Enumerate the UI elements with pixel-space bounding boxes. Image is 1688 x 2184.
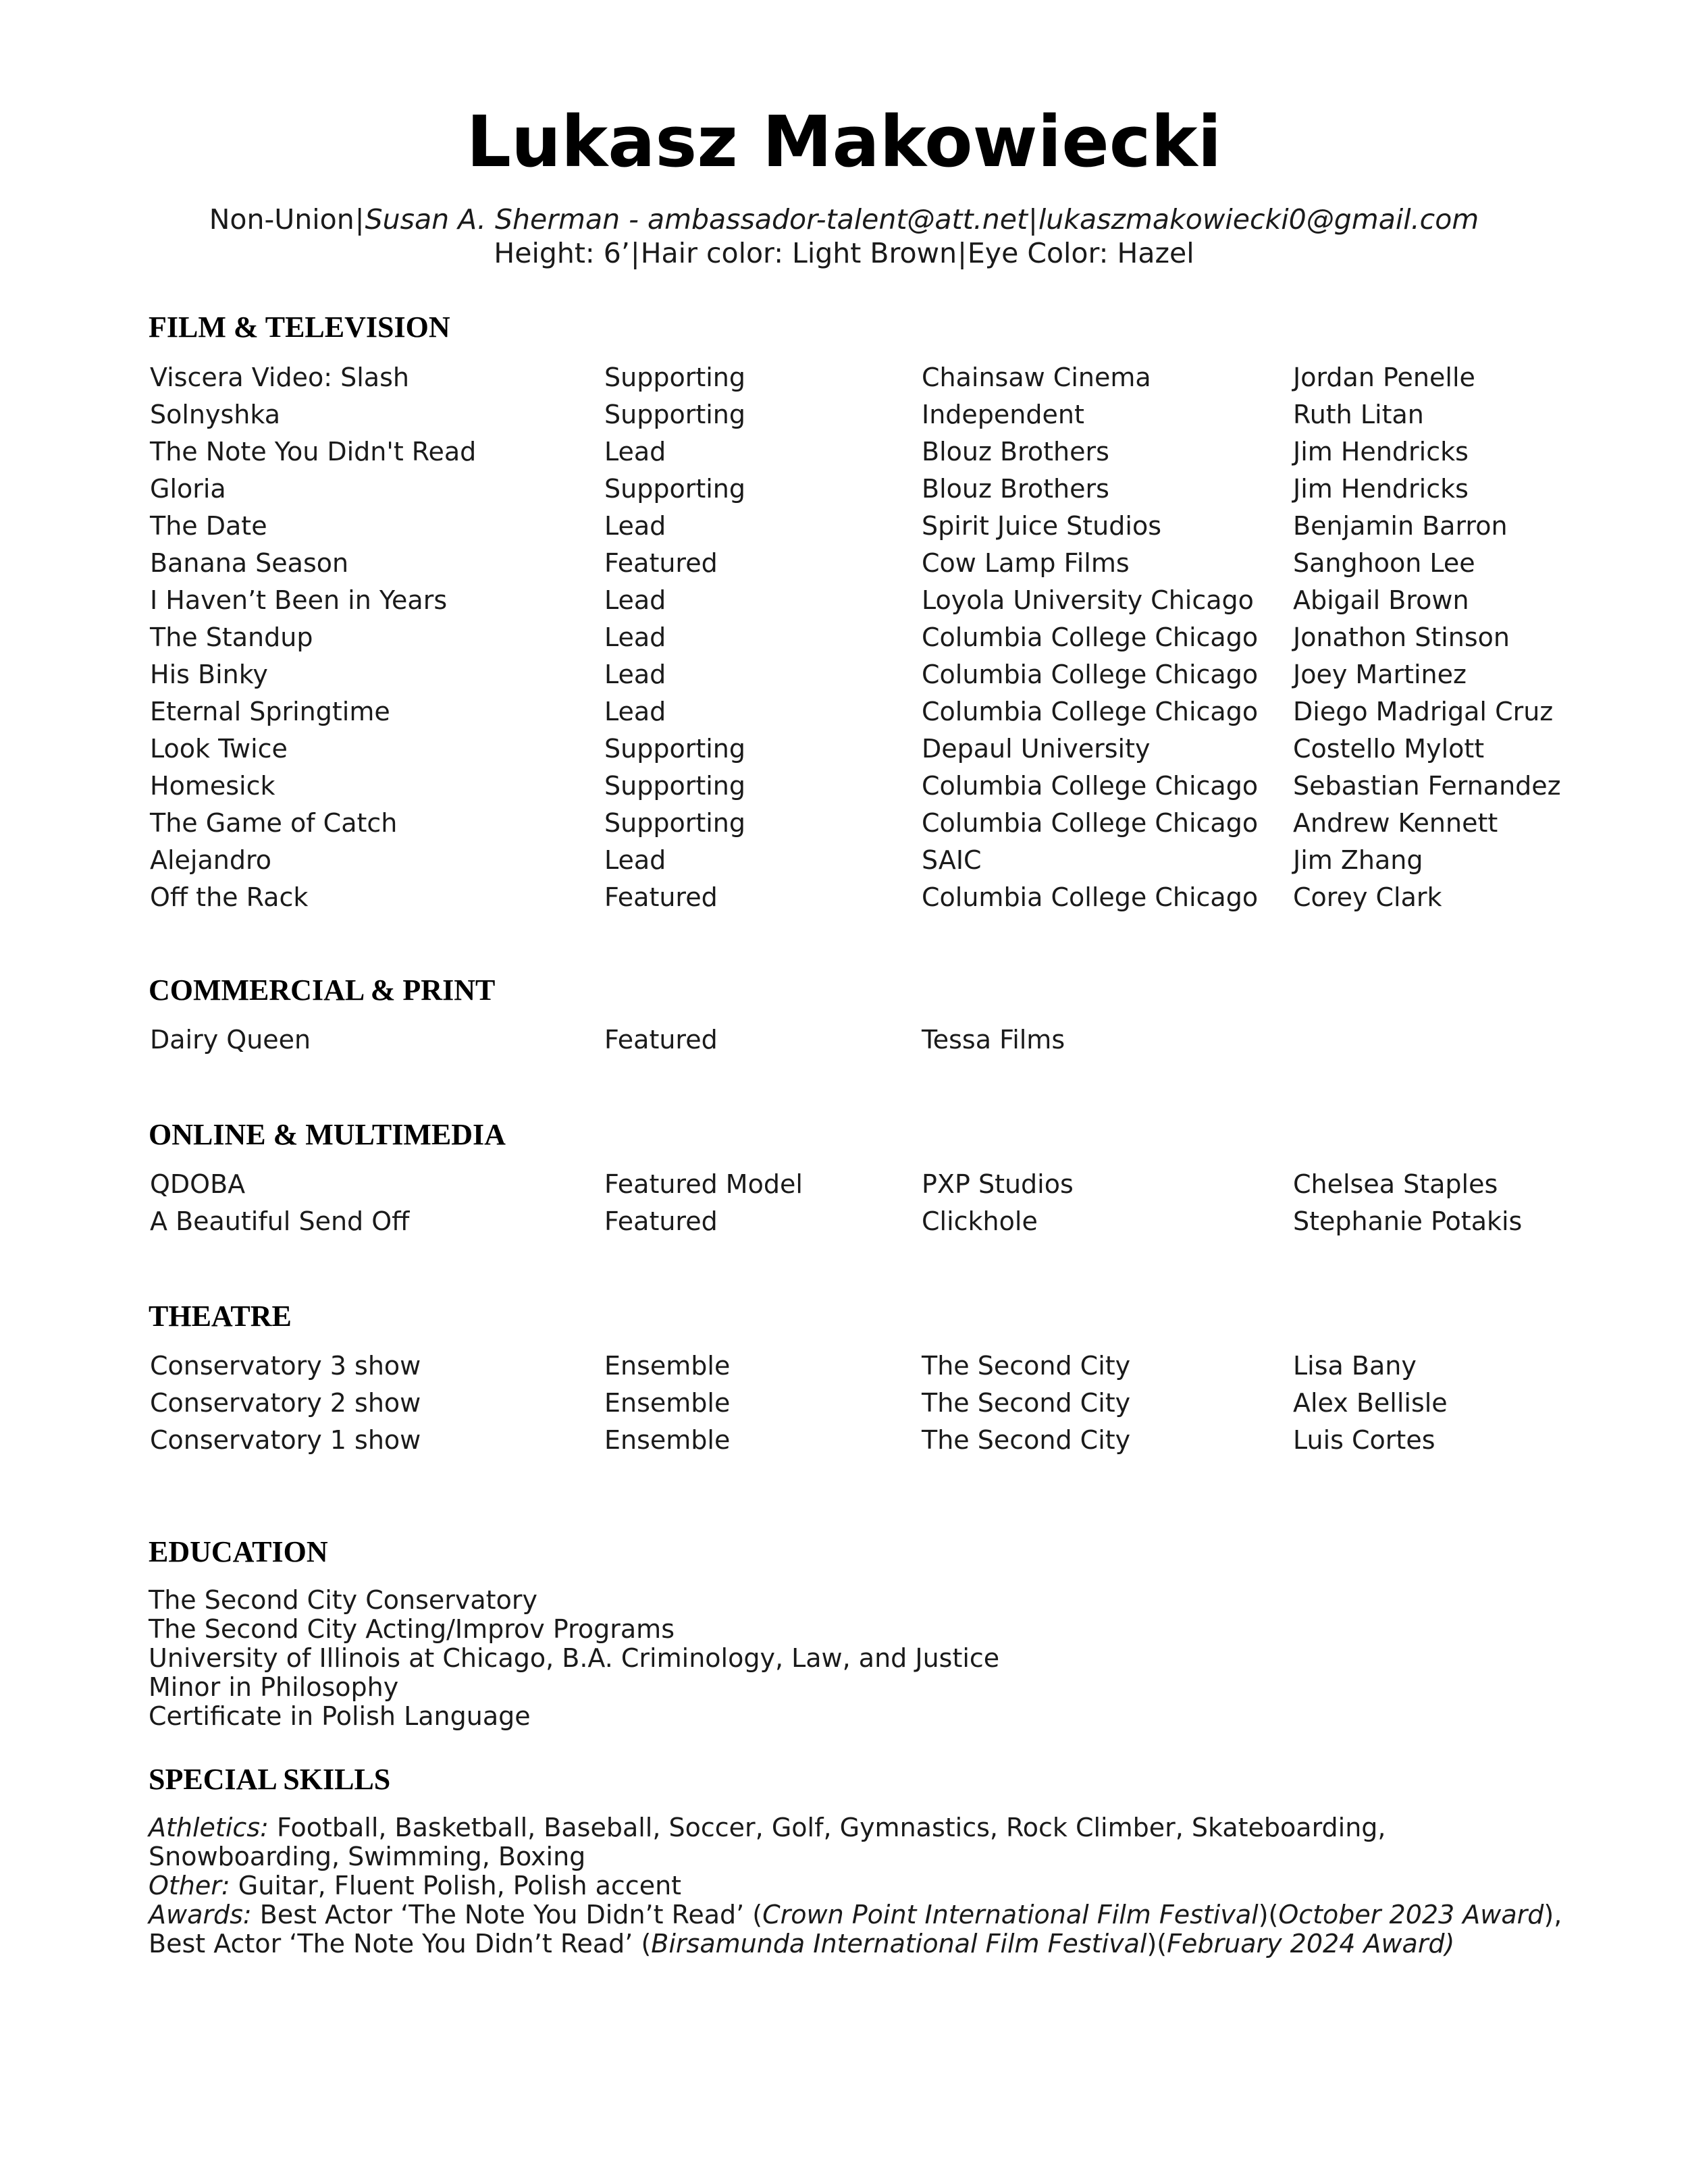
- credit-title: Gloria: [150, 474, 226, 504]
- credit-director: Costello Mylott: [1293, 734, 1485, 764]
- credit-title: Banana Season: [150, 548, 349, 578]
- credit-title: Conservatory 2 show: [150, 1388, 421, 1418]
- credit-role: Supporting: [604, 734, 745, 764]
- credit-row: [0, 1027, 1688, 1064]
- athletics-line: [149, 1813, 1562, 1842]
- credit-production: Columbia College Chicago: [922, 660, 1259, 689]
- award-date: February 2024 Award): [1167, 1929, 1455, 1959]
- credit-title: Conservatory 1 show: [150, 1425, 421, 1455]
- contact-line: [0, 203, 1688, 236]
- eye-stat: Eye Color: Hazel: [967, 237, 1194, 269]
- credit-role: Featured: [604, 548, 718, 578]
- credit-title: His Binky: [150, 660, 268, 689]
- credit-role: Supporting: [604, 771, 745, 801]
- award-punct: )(: [1258, 1900, 1279, 1929]
- award-text: Best Actor ‘The Note You Didn’t Read’ (: [251, 1900, 763, 1929]
- credit-role: Lead: [604, 585, 666, 615]
- credit-row: [0, 884, 1688, 922]
- physical-stats-line: [0, 237, 1688, 269]
- credit-production: Depaul University: [922, 734, 1151, 764]
- union-status: Non-Union: [209, 203, 354, 236]
- awards-line: [149, 1900, 1562, 1929]
- credit-title: I Haven’t Been in Years: [150, 585, 448, 615]
- credit-director: Benjamin Barron: [1293, 511, 1508, 541]
- height-stat: Height: 6’: [494, 237, 630, 269]
- credit-row: [0, 550, 1688, 587]
- credit-row: [0, 1171, 1688, 1208]
- award-festival: Birsamunda International Film Festival: [651, 1929, 1147, 1959]
- credit-title: A Beautiful Send Off: [150, 1206, 410, 1236]
- credit-role: Featured: [604, 1206, 718, 1236]
- credit-production: Columbia College Chicago: [922, 622, 1259, 652]
- credit-director: Ruth Litan: [1293, 400, 1424, 429]
- credit-title: Viscera Video: Slash: [150, 363, 409, 392]
- agent-contact: Susan A. Sherman - ambassador-talent@att.net: [365, 203, 1028, 236]
- award-festival: Crown Point International Film Festival: [762, 1900, 1259, 1929]
- education-item: The Second City Acting/Improv Programs: [149, 1614, 675, 1644]
- credit-director: Luis Cortes: [1293, 1425, 1435, 1455]
- credit-production: The Second City: [922, 1425, 1131, 1455]
- credit-role: Supporting: [604, 363, 745, 392]
- credit-row: [0, 513, 1688, 550]
- credit-role: Lead: [604, 845, 666, 875]
- other-label: Other:: [149, 1871, 230, 1900]
- credit-title: The Note You Didn't Read: [150, 437, 477, 467]
- credit-production: Cow Lamp Films: [922, 548, 1130, 578]
- credit-title: The Date: [150, 511, 267, 541]
- athletics-text: Football, Basketball, Baseball, Soccer, Golf, Gymnastics, Rock Climber, Skateboarding,: [268, 1813, 1386, 1842]
- credit-row: [0, 662, 1688, 699]
- credit-row: [0, 699, 1688, 736]
- credit-row: [0, 847, 1688, 884]
- credit-production: Loyola University Chicago: [922, 585, 1254, 615]
- film-heading: FILM & TELEVISION: [149, 311, 450, 344]
- education-item: The Second City Conservatory: [149, 1585, 537, 1615]
- credit-role: Supporting: [604, 808, 745, 838]
- credit-production: Columbia College Chicago: [922, 882, 1259, 912]
- credit-director: Corey Clark: [1293, 882, 1442, 912]
- credit-role: Lead: [604, 511, 666, 541]
- credit-row: [0, 1390, 1688, 1427]
- credit-title: Off the Rack: [150, 882, 309, 912]
- credit-role: Featured Model: [604, 1169, 803, 1199]
- credit-production: Columbia College Chicago: [922, 808, 1259, 838]
- credit-director: Chelsea Staples: [1293, 1169, 1498, 1199]
- education-heading: EDUCATION: [149, 1535, 328, 1568]
- credit-director: Jim Zhang: [1293, 845, 1423, 875]
- credit-production: The Second City: [922, 1388, 1131, 1418]
- credit-title: Homesick: [150, 771, 275, 801]
- credit-production: Columbia College Chicago: [922, 697, 1259, 726]
- credit-row: [0, 1427, 1688, 1464]
- credit-production: Tessa Films: [922, 1025, 1065, 1055]
- credit-role: Ensemble: [604, 1351, 731, 1381]
- award-text: Best Actor ‘The Note You Didn’t Read’ (: [149, 1929, 652, 1959]
- credit-role: Featured: [604, 882, 718, 912]
- credit-director: Joey Martinez: [1293, 660, 1467, 689]
- credit-title: The Game of Catch: [150, 808, 398, 838]
- education-item: Certificate in Polish Language: [149, 1701, 531, 1731]
- separator: |: [630, 237, 640, 269]
- credit-director: Jordan Penelle: [1293, 363, 1475, 392]
- award-punct: ),: [1544, 1900, 1562, 1929]
- athletics-line-cont: Snowboarding, Swimming, Boxing: [149, 1842, 586, 1871]
- other-line: [149, 1871, 1562, 1900]
- credit-director: Abigail Brown: [1293, 585, 1469, 615]
- credit-production: SAIC: [922, 845, 982, 875]
- credit-role: Ensemble: [604, 1425, 731, 1455]
- credit-role: Lead: [604, 697, 666, 726]
- credit-title: Solnyshka: [150, 400, 281, 429]
- credit-row: [0, 439, 1688, 476]
- separator: |: [1028, 203, 1038, 236]
- award-punct: )(: [1146, 1929, 1167, 1959]
- credit-production: Independent: [922, 400, 1084, 429]
- credit-title: Look Twice: [150, 734, 288, 764]
- credit-director: Diego Madrigal Cruz: [1293, 697, 1554, 726]
- award-date: October 2023 Award: [1278, 1900, 1544, 1929]
- credit-director: Sebastian Fernandez: [1293, 771, 1561, 801]
- credit-role: Lead: [604, 437, 666, 467]
- online-heading: ONLINE & MULTIMEDIA: [149, 1118, 506, 1151]
- credit-row: [0, 624, 1688, 662]
- awards-line-cont: [149, 1929, 1562, 1959]
- credit-director: Alex Bellisle: [1293, 1388, 1448, 1418]
- credit-director: Andrew Kennett: [1293, 808, 1498, 838]
- credit-production: Clickhole: [922, 1206, 1038, 1236]
- credit-role: Lead: [604, 622, 666, 652]
- awards-label: Awards:: [149, 1900, 252, 1929]
- skills-heading: SPECIAL SKILLS: [149, 1763, 391, 1796]
- credit-row: [0, 773, 1688, 810]
- credit-title: Alejandro: [150, 845, 272, 875]
- credit-director: Lisa Bany: [1293, 1351, 1417, 1381]
- credit-director: Jim Hendricks: [1293, 474, 1469, 504]
- credit-row: [0, 736, 1688, 773]
- credit-row: [0, 1208, 1688, 1246]
- credit-row: [0, 365, 1688, 402]
- credit-production: The Second City: [922, 1351, 1131, 1381]
- credit-production: Blouz Brothers: [922, 437, 1109, 467]
- credit-row: [0, 587, 1688, 624]
- other-text: Guitar, Fluent Polish, Polish accent: [230, 1871, 682, 1900]
- credit-director: Stephanie Potakis: [1293, 1206, 1523, 1236]
- email-contact: lukaszmakowiecki0@gmail.com: [1038, 203, 1479, 236]
- credit-title: Eternal Springtime: [150, 697, 390, 726]
- credit-production: Blouz Brothers: [922, 474, 1109, 504]
- credit-title: The Standup: [150, 622, 313, 652]
- credit-row: [0, 476, 1688, 513]
- credit-role: Supporting: [604, 400, 745, 429]
- commercial-heading: COMMERCIAL & PRINT: [149, 974, 496, 1007]
- credit-role: Supporting: [604, 474, 745, 504]
- skills-list: [149, 1813, 1562, 1959]
- credit-role: Featured: [604, 1025, 718, 1055]
- credit-director: Jonathon Stinson: [1293, 622, 1510, 652]
- credit-row: [0, 1353, 1688, 1390]
- education-item: Minor in Philosophy: [149, 1672, 399, 1702]
- education-item: University of Illinois at Chicago, B.A. Criminology, Law, and Justice: [149, 1643, 1000, 1673]
- credit-title: QDOBA: [150, 1169, 246, 1199]
- separator: |: [354, 203, 365, 236]
- credit-director: Jim Hendricks: [1293, 437, 1469, 467]
- credit-production: PXP Studios: [922, 1169, 1074, 1199]
- separator: |: [957, 237, 967, 269]
- actor-name: Lukasz Makowiecki: [466, 101, 1222, 183]
- credit-title: Dairy Queen: [150, 1025, 311, 1055]
- credit-title: Conservatory 3 show: [150, 1351, 421, 1381]
- hair-stat: Hair color: Light Brown: [640, 237, 957, 269]
- credit-role: Ensemble: [604, 1388, 731, 1418]
- credit-production: Spirit Juice Studios: [922, 511, 1161, 541]
- education-list: [149, 1586, 999, 1731]
- theatre-heading: THEATRE: [149, 1300, 292, 1333]
- credit-production: Chainsaw Cinema: [922, 363, 1151, 392]
- credit-row: [0, 402, 1688, 439]
- credit-role: Lead: [604, 660, 666, 689]
- credit-director: Sanghoon Lee: [1293, 548, 1475, 578]
- credit-production: Columbia College Chicago: [922, 771, 1259, 801]
- credit-row: [0, 810, 1688, 847]
- athletics-label: Athletics:: [149, 1813, 269, 1842]
